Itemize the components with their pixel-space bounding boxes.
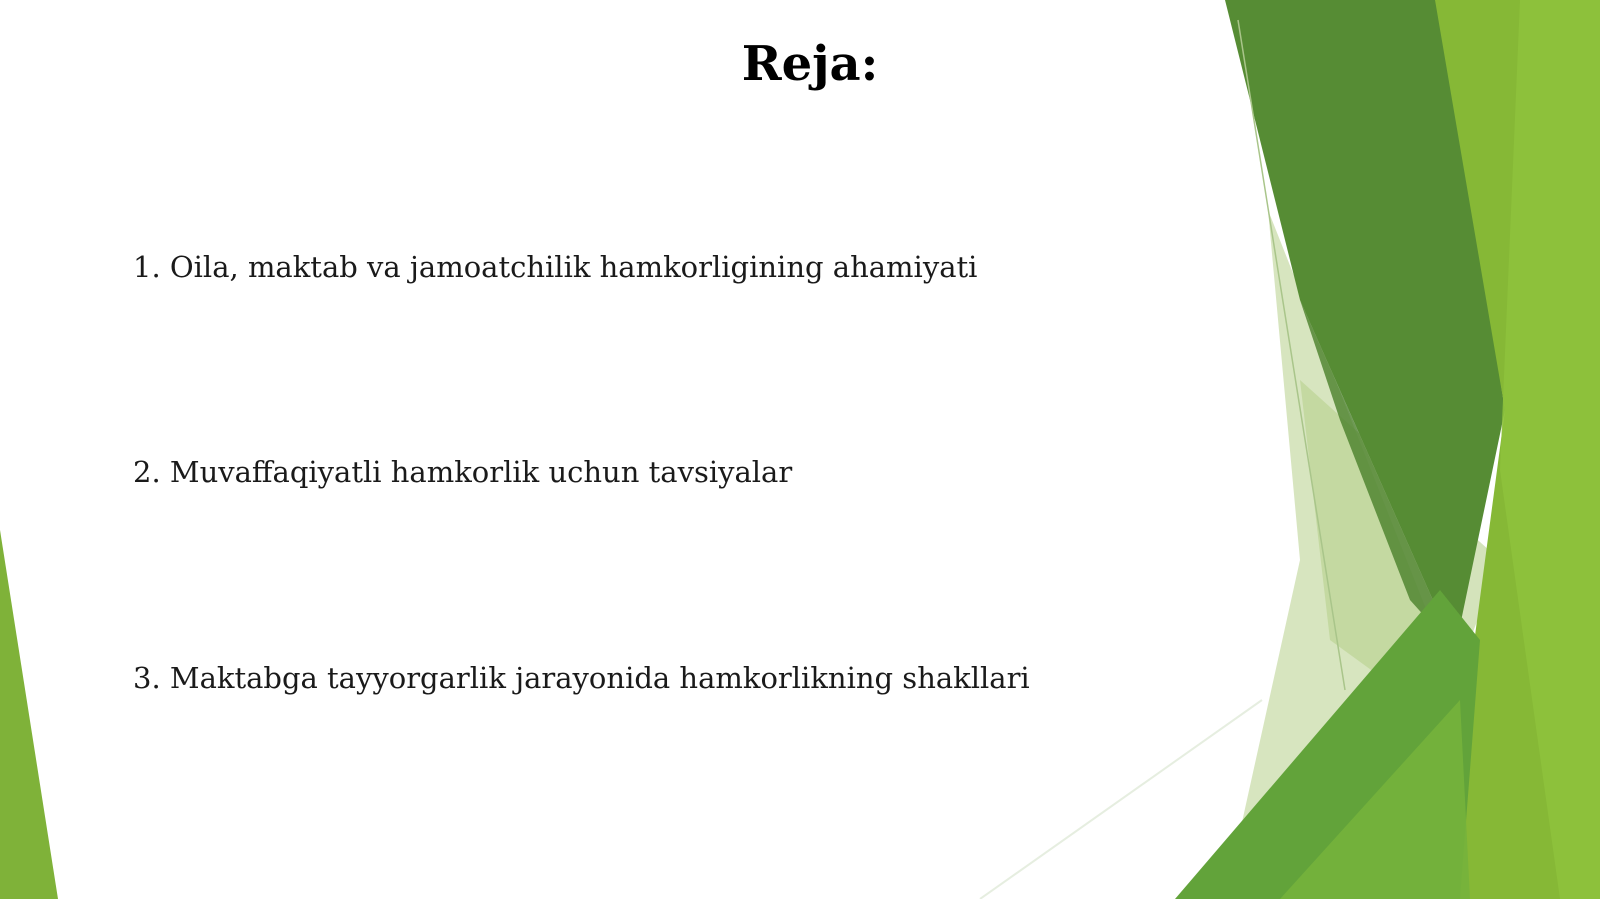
plan-item-1: 1. Oila, maktab va jamoatchilik hamkorligining ahamiyati bbox=[133, 250, 978, 284]
slide-title: Reja: bbox=[741, 36, 879, 92]
plan-item-3: 3. Maktabga tayyorgarlik jarayonida hamkorlikning shakllari bbox=[133, 661, 1030, 695]
left-green-sliver bbox=[0, 530, 58, 899]
plan-item-2: 2. Muvaffaqiyatli hamkorlik uchun tavsiyalar bbox=[133, 455, 793, 489]
